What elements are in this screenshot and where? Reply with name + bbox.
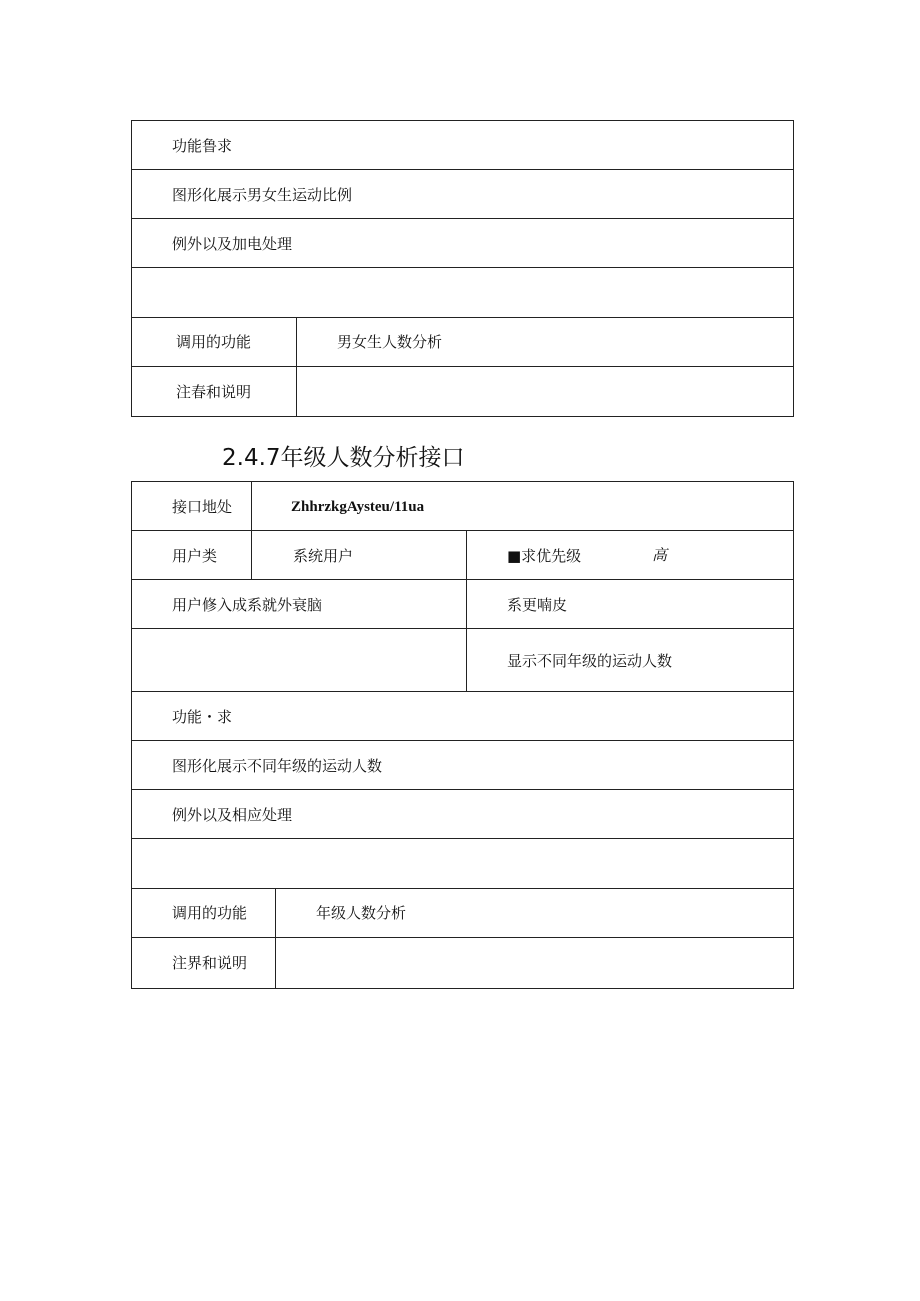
row-divider: [131, 888, 794, 889]
row-divider: [131, 691, 794, 692]
table-border: [131, 120, 794, 417]
called-function-label: 调用的功能: [176, 333, 252, 351]
row-divider: [131, 838, 794, 839]
column-divider: [275, 888, 276, 988]
called-function-value: 年级人数分析: [316, 904, 407, 922]
row-divider: [131, 789, 794, 790]
function-description: 图形化展示不同年级的运动人数: [172, 757, 383, 775]
row-divider: [131, 218, 794, 219]
row-divider: [131, 317, 794, 318]
row-divider: [131, 937, 794, 938]
column-divider: [466, 530, 467, 692]
exception-handling-label: 例外以及相应处理: [172, 806, 293, 824]
notes-label: 注春和说明: [176, 383, 252, 401]
user-input-label: 用户修入成系就外衰脑: [172, 596, 323, 614]
interface-address-value: ZhhrzkgAysteu/11ua: [291, 499, 425, 515]
row-divider: [131, 740, 794, 741]
section-heading: 2.4.7年级人数分析接口: [222, 445, 465, 471]
row-divider: [131, 579, 794, 580]
user-type-value: 系统用户: [293, 547, 354, 565]
row-divider: [131, 366, 794, 367]
user-type-label: 用户类: [172, 547, 218, 565]
row-divider: [131, 628, 794, 629]
column-divider: [251, 481, 252, 580]
exception-handling-label: 例外以及加电处理: [172, 235, 293, 253]
function-requirement-label: 功能・求: [172, 708, 233, 726]
interface-address-label: 接口地处: [172, 498, 233, 516]
system-response-value: 显示不同年级的运动人数: [507, 652, 673, 670]
notes-label: 注界和说明: [172, 954, 248, 972]
priority-label: ■求优先级: [507, 547, 582, 565]
column-divider: [296, 317, 297, 416]
row-divider: [131, 267, 794, 268]
system-response-label: 系更喃皮: [507, 596, 568, 614]
priority-value: 高: [652, 548, 668, 564]
function-description: 图形化展示男女生运动比例: [172, 186, 353, 204]
row-divider: [131, 530, 794, 531]
row-divider: [131, 169, 794, 170]
called-function-label: 调用的功能: [172, 904, 248, 922]
called-function-value: 男女生人数分析: [337, 333, 443, 351]
function-requirement-label: 功能鲁求: [172, 137, 233, 155]
